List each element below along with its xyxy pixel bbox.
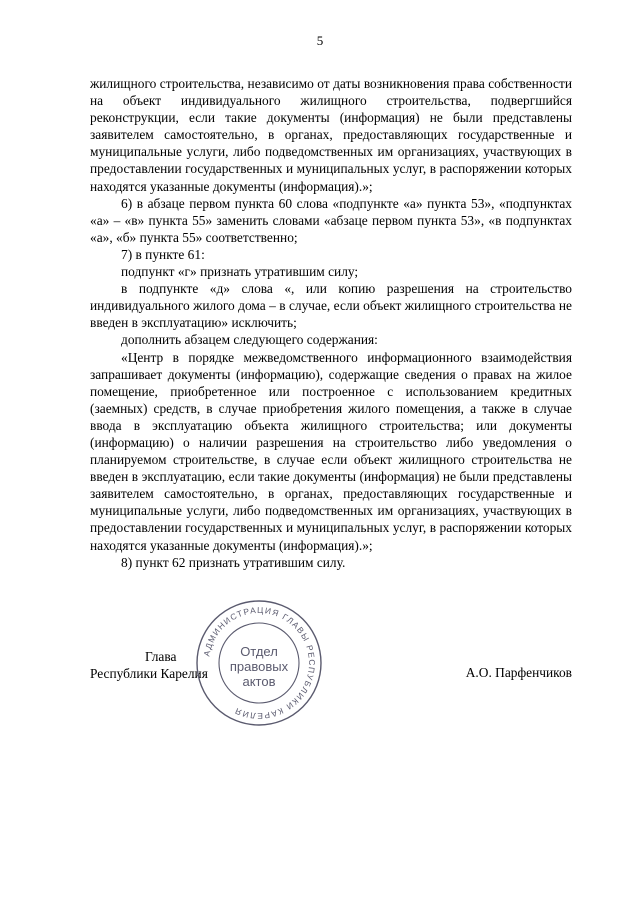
signature-title-line2: Республики Карелия bbox=[90, 666, 208, 681]
page-number: 5 bbox=[316, 33, 324, 48]
document-body bbox=[90, 75, 572, 571]
paragraph-6: дополнить абзацем следующего содержания: bbox=[121, 332, 378, 348]
paragraph-4: подпункт «г» признать утратившим силу; bbox=[121, 264, 359, 280]
paragraph-1: жилищного строительства, независимо от даты возникновения права собственности на объект индивидуального жилищного строительства, подвергшийся реконструкции, если такие документы (информация) не были представлены заявителем самостоятельно, в органах, предоставляющих государственные и муниципальные услуги, либо подведомственных им организациях, участвующих в предоставлении государственных и муниципальных услуг, в распоряжении которых находятся указанные документы (информация).»; bbox=[90, 76, 572, 194]
signature-title-line1: Глава bbox=[145, 649, 177, 664]
paragraph-5: в подпункте «д» слова «, или копию разрешения на строительство индивидуального жилого дома – в случае, если объект жилищного строительства не введен в эксплуатацию» исключить; bbox=[90, 281, 572, 331]
stamp-ring-text: АДМИНИСТРАЦИЯ ГЛАВЫ РЕСПУБЛИКИ КАРЕЛИЯ bbox=[201, 604, 318, 722]
paragraph-3: 7) в пункте 61: bbox=[121, 246, 205, 262]
stamp-center-line3: актов bbox=[242, 674, 276, 689]
paragraph-8: 8) пункт 62 признать утратившим силу. bbox=[121, 554, 346, 570]
signature-title bbox=[90, 648, 208, 682]
paragraph-2: 6) в абзаце первом пункта 60 слова «подпункте «а» пункта 53», «подпунктах «а» – «в» пункта 55» заменить словами «абзаце первом пункта 53», «в подпунктах «а», «б» пункта 55» соответственно; bbox=[90, 195, 572, 245]
stamp-center-line1: Отдел bbox=[240, 644, 278, 659]
stamp-center-line2: правовых bbox=[229, 659, 289, 674]
paragraph-7: «Центр в порядке межведомственного информационного взаимодействия запрашивает документы (информацию), содержащие сведения о правах на жилое помещение, приобретенное или построенное с использованием кредитных (заемных) средств, в случае приобретения жилого помещения, а также в случае ввода в эксплуатацию объекта жилищного строительства; или документы (информацию) о наличии разрешения на строительство либо уведомления о планируемом строительстве, в случае если объект жилищного строительства не введен в эксплуатацию, если такие документы (информация) не были представлены заявителем самостоятельно, в органах, предоставляющих государственные и муниципальные услуги, либо подведомственных им организациях, участвующих в предоставлении государственных и муниципальных услуг, в распоряжении которых находятся указанные документы (информация).»; bbox=[90, 349, 572, 553]
official-stamp bbox=[194, 598, 324, 728]
signer-name: А.О. Парфенчиков bbox=[465, 665, 572, 680]
